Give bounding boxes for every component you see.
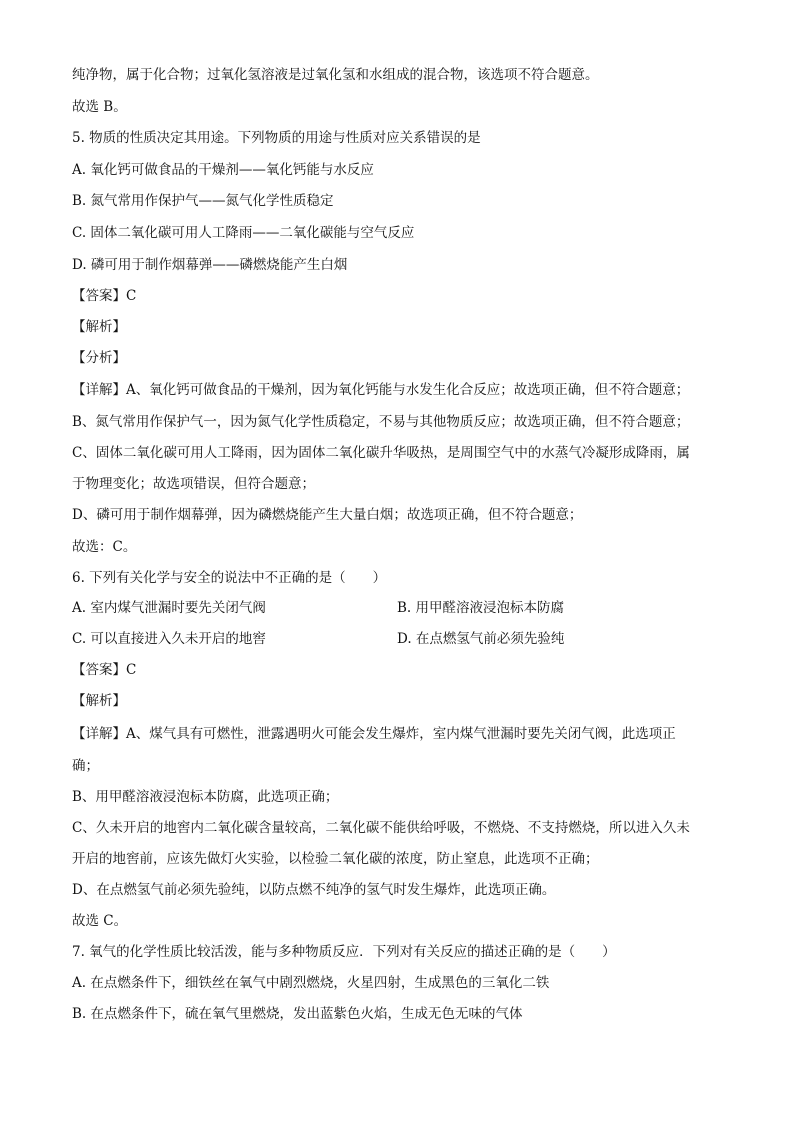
question-5-option-b: B. 氮气常用作保护气——氮气化学性质稳定: [72, 193, 334, 209]
explanation-line: 于物理变化；故选项错误，但符合题意；: [72, 476, 315, 492]
answer-label: 【答案】C: [72, 662, 137, 678]
question-5-stem: 5. 物质的性质决定其用途。下列物质的用途与性质对应关系错误的是: [72, 130, 481, 146]
question-5-option-c: C. 固体二氧化碳可用人工降雨——二氧化碳能与空气反应: [72, 225, 415, 241]
explanation-line: C、久未开启的地窖内二氧化碳含量较高，二氧化碳不能供给呼吸，不燃烧、不支持燃烧，所以进入久未: [72, 820, 690, 836]
question-6-option-a: A. 室内煤气泄漏时要先关闭气阀: [72, 600, 266, 616]
question-7-option-b: B. 在点燃条件下，硫在氧气里燃烧，发出蓝紫色火焰，生成无色无味的气体: [72, 1006, 523, 1022]
conclusion-line: 故选：C。: [72, 539, 137, 555]
text-line: 故选 B。: [72, 99, 127, 115]
question-7-stem: 7. 氧气的化学性质比较活泼，能与多种物质反应．下列对有关反应的描述正确的是（ ）: [72, 944, 616, 960]
conclusion-line: 故选 C。: [72, 913, 128, 929]
explanation-line: 【详解】A、煤气具有可燃性，泄露遇明火可能会发生爆炸，室内煤气泄漏时要先关闭气阀，此选项正: [72, 726, 676, 742]
analysis-subheading: 【分析】: [72, 350, 126, 366]
explanation-line: D、磷可用于制作烟幕弹，因为磷燃烧能产生大量白烟；故选项正确，但不符合题意；: [72, 507, 583, 523]
explanation-line: B、氮气常用作保护气一，因为氮气化学性质稳定，不易与其他物质反应；故选项正确，但不符合题意；: [72, 414, 690, 430]
explanation-line: C、固体二氧化碳可用人工降雨，因为固体二氧化碳升华吸热，是周围空气中的水蒸气冷凝形成降雨，属: [72, 445, 690, 461]
answer-label: 【答案】C: [72, 288, 137, 304]
analysis-label: 【解析】: [72, 693, 126, 709]
explanation-line: 【详解】A、氧化钙可做食品的干燥剂，因为氧化钙能与水发生化合反应；故选项正确，但不符合题意；: [72, 382, 690, 398]
question-6-option-b: B. 用甲醛溶液浸泡标本防腐: [397, 600, 565, 616]
explanation-line: D、在点燃氢气前必须先验纯，以防点燃不纯净的氢气时发生爆炸，此选项正确。: [72, 882, 556, 898]
question-5-option-a: A. 氧化钙可做食品的干燥剂——氧化钙能与水反应: [72, 162, 374, 178]
explanation-line: 确；: [72, 758, 99, 774]
text-line: 纯净物，属于化合物；过氧化氢溶液是过氧化氢和水组成的混合物，该选项不符合题意。: [72, 67, 599, 83]
explanation-line: B、用甲醛溶液浸泡标本防腐，此选项正确；: [72, 789, 339, 805]
question-5-option-d: D. 磷可用于制作烟幕弹——磷燃烧能产生白烟: [72, 257, 348, 273]
explanation-line: 开启的地窖前，应该先做灯火实验，以检验二氧化碳的浓度，防止窒息，此选项不正确；: [72, 851, 599, 867]
question-6-stem: 6. 下列有关化学与安全的说法中不正确的是（ ）: [72, 570, 387, 586]
question-7-option-a: A. 在点燃条件下，细铁丝在氧气中剧烈燃烧，火星四射，生成黑色的三氧化二铁: [72, 975, 550, 991]
analysis-label: 【解析】: [72, 319, 126, 335]
question-6-option-c: C. 可以直接进入久未开启的地窖: [72, 631, 266, 647]
question-6-option-d: D. 在点燃氢气前必须先验纯: [397, 631, 565, 647]
